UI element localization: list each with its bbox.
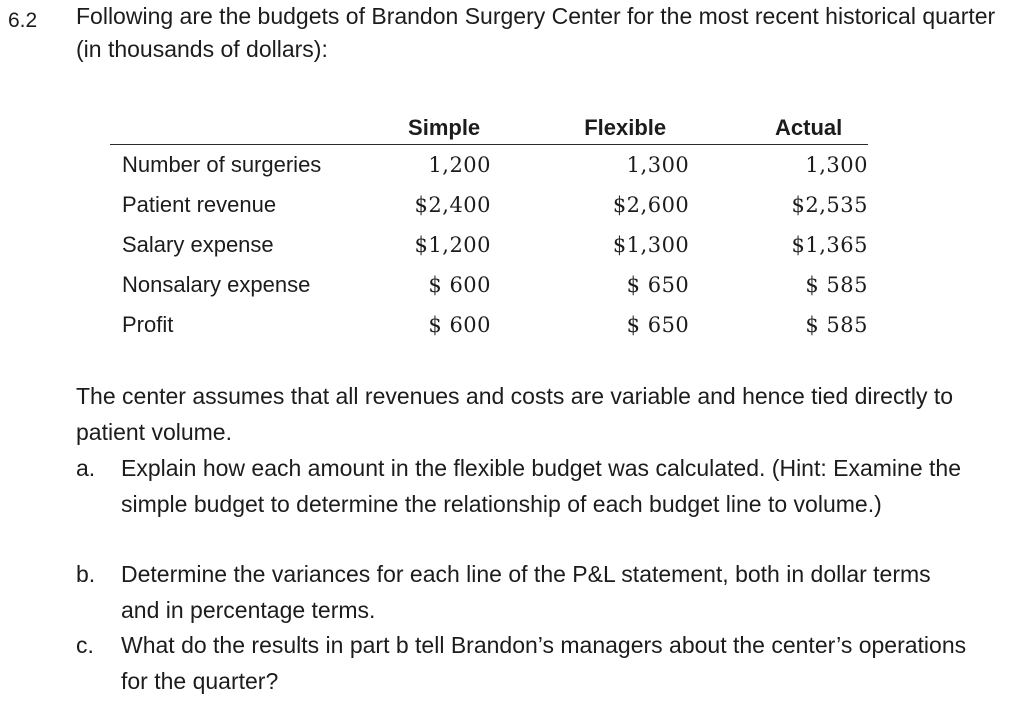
table-row	[110, 225, 868, 265]
actual-value: $ 585	[805, 313, 868, 337]
header-flexible: Flexible	[491, 108, 689, 145]
problem-header: Following are the budgets of Brandon Surgery Center for the most recent historical quarter (in thousands of dollars):	[76, 3, 996, 62]
header-blank	[110, 108, 367, 145]
flexible-value: $ 650	[626, 313, 690, 337]
actual-value: 1,300	[805, 153, 868, 177]
question-letter: b.	[76, 561, 96, 587]
actual-value: $1,365	[791, 233, 868, 257]
flexible-value: 1,300	[626, 153, 690, 177]
simple-value: $ 600	[428, 273, 492, 297]
table-row	[110, 145, 868, 186]
question-text: Determine the variances for each line of the P&L statement, both in dollar terms and in percentage terms.	[121, 561, 931, 623]
flexible-value: $2,600	[612, 193, 690, 217]
row-label: Number of surgeries	[122, 152, 322, 177]
question-letter: a.	[76, 455, 96, 481]
row-label: Profit	[122, 312, 174, 337]
table-header-row	[110, 108, 868, 145]
budget-table	[110, 108, 868, 345]
actual-value: $2,535	[791, 193, 868, 217]
table-row	[110, 265, 868, 305]
simple-value: 1,200	[428, 153, 492, 177]
flexible-value: $ 650	[626, 273, 690, 297]
row-label: Nonsalary expense	[122, 272, 311, 297]
problem-number: 6.2	[8, 9, 38, 32]
actual-value: $ 585	[805, 273, 868, 297]
question-text: What do the results in part b tell Brandon’s managers about the center’s operations for the quarter?	[121, 632, 967, 694]
simple-value: $2,400	[414, 193, 492, 217]
row-label: Salary expense	[122, 232, 274, 257]
header-simple: Simple	[367, 108, 491, 145]
assumption-paragraph: The center assumes that all revenues and costs are variable and hence tied directly to patient volume.	[76, 383, 954, 445]
question-text: Explain how each amount in the flexible budget was calculated. (Hint: Examine the simple budget to determine the relationship of each budget line to volume.)	[121, 455, 961, 517]
question-letter: c.	[76, 632, 94, 658]
header-actual: Actual	[689, 108, 868, 145]
table-row	[110, 185, 868, 225]
simple-value: $ 600	[428, 313, 492, 337]
table-row	[110, 305, 868, 345]
row-label: Patient revenue	[122, 192, 277, 217]
flexible-value: $1,300	[612, 233, 690, 257]
simple-value: $1,200	[414, 233, 492, 257]
